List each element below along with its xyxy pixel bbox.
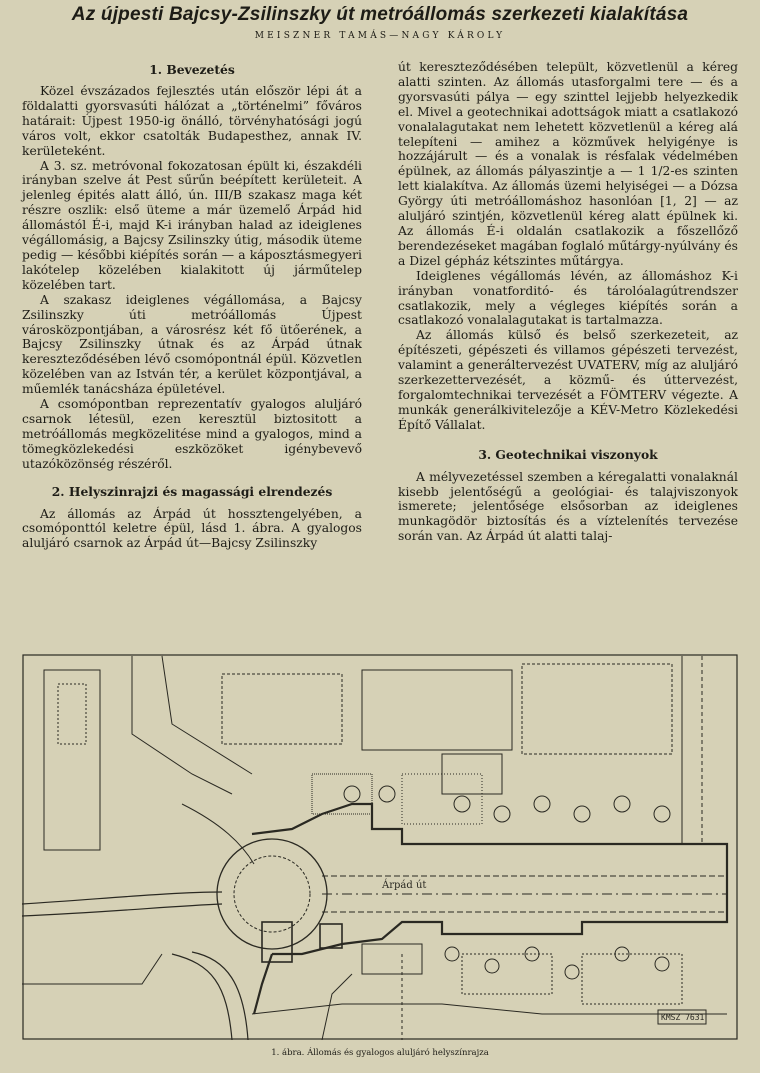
site-plan-figure — [22, 654, 738, 1040]
paragraph: A csomópontban reprezentatív gyalogos aluljáró csarnok létesül, ezen keresztül biztositott a metróállomás megközelitése mind a gyalogos, mind a tömegközlekedési eszközöket igénybevevő utazóközönség részéről. — [22, 397, 362, 471]
paragraph: Az állomás az Árpád út hossztengelyében, a csomóponttól keletre épül, lásd 1. ábra. A gyalogos aluljáró csarnok az Árpád út—Bajcsy Zsilinszky — [22, 506, 362, 551]
article-authors: MEISZNER TAMÁS—NAGY KÁROLY — [254, 31, 506, 41]
article-title: Az újpesti Bajcsy-Zsilinszky út metróállomás szerkezeti kialakítása — [71, 4, 689, 25]
street-label: Árpád út — [382, 880, 427, 891]
paragraph: A szakasz ideiglenes végállomása, a Bajcsy Zsilinszky úti metróállomás Újpest városközpontjában, a városrész két fő ütőerének, a Bajcsy Zsilinszky útnak és az Árpád útnak kereszteződésében lévő csomópontnál épül. Közvetlen közelében van az István tér, a kerület központjával, a műemlék tanácsháza épületével. — [22, 292, 362, 397]
paragraph: út kereszteződésében települt, közvetlenül a kéreg alatti szinten. Az állomás utasforgalmi tere — és a gyorsvasúti pálya — egy szinttel lejjebb helyezkedik el. Mivel a geotechnikai adottságok miatt a csatlakozó vonalalagutakat nem lehetett közvetlenül a kéreg alá telepíteni — amihez a közművek helyigénye is hozzájárult — és a vonalak is résfalak védelmében épülnek, az állomás pályaszintje a — 1 1/2-es szinten lett kialakítva. Az állomás üzemi helyiségei — a Dózsa György úti metróállomáshoz hasonlóan [1, 2] — az aluljáró szintjén, közvetlenül kéreg alatt épülnek ki. Az állomás É-i oldalán csatlakozik a főszellőző berendezéseket magában foglaló műtárgy-nyúlvány és a Dizel gépház kétszintes műtárgya. — [398, 60, 738, 268]
right-column — [398, 60, 738, 544]
section-heading-2: 2. Helyszinrajzi és magassági elrendezés — [51, 483, 333, 499]
section-heading-3: 3. Geotechnikai viszonyok — [478, 446, 658, 462]
drawing-stamp: KMSZ 7631 — [661, 1013, 705, 1022]
paragraph: Ideiglenes végállomás lévén, az állomáshoz K-i irányban vonatforditó- és tárolóalagútrendszer csatlakozik, mely a végleges kiépítés során a csatlakozó vonalalagutakat is tartalmazza. — [398, 268, 738, 328]
section-heading-1: 1. Bevezetés — [149, 62, 235, 77]
left-column — [22, 60, 362, 551]
paragraph: A 3. sz. metróvonal fokozatosan épült ki, északdéli irányban szelve át Pest sűrűn beépített kerületeit. A jelenleg épités alatt álló, ún. III/B szakasz maga két részre oszlik: első üteme a már üzemelő Árpád hid állomástól É-i, majd K-i irányban halad az ideiglenes végállomásig, a Bajcsy Zsilinszky útig, második üteme pedig — későbbi kiépítés során — a káposztásmegyeri lakótelep közelében kialakitott új járműtelep közelében tart. — [22, 158, 362, 292]
paragraph: Az állomás külső és belső szerkezeteit, az építészeti, gépészeti és villamos gépészeti tervezést, valamint a generáltervezést UVATERV, míg az aluljáró szerkezettervezését, a közmű- és úttervezést, forgalomtechnikai tervezését a FÖMTERV végezte. A munkák generálkivitelezője a KÉV-Metro Közlekedési Építő Vállalat. — [398, 328, 738, 432]
site-plan-drawing — [22, 654, 738, 1040]
figure-caption: 1. ábra. Állomás és gyalogos aluljáró helyszínrajza — [271, 1048, 489, 1058]
paragraph: Közel évszázados fejlesztés után először lépi át a földalatti gyorsvasúti hálózat a „történelmi” főváros határait: Újpest 1950-ig önálló, törvényhatósági jogú város volt, ekkor csatolták Budapesthez, annak IV. kerületeként. — [22, 84, 362, 158]
paragraph: A mélyvezetéssel szemben a kéregalatti vonalaknál kisebb jelentőségű a geológiai- és talajviszonyok ismerete; jelentősége elsősorban az ideiglenes munkagödör biztosítás és a víztelenítés tervezése során van. Az Árpád út alatti talaj- — [398, 469, 738, 544]
